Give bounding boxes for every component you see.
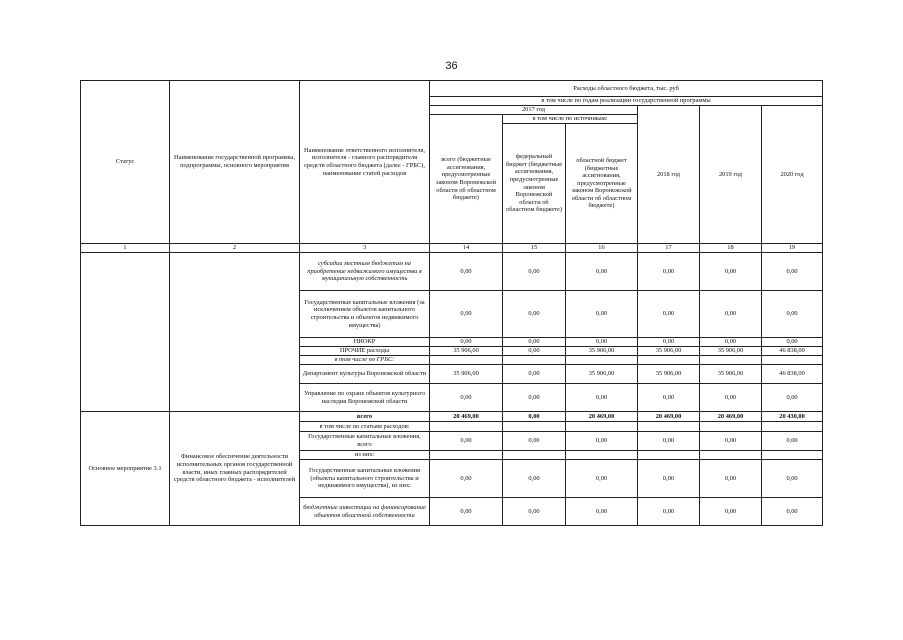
value-cell: 0,00: [700, 460, 762, 498]
col-number: 14: [430, 244, 503, 253]
value-cell: [638, 356, 700, 365]
value-cell: [430, 356, 503, 365]
value-cell: 35 906,00: [430, 365, 503, 384]
header-federal-col: федеральный бюджет (бюджетные ассигнования, предусмотренные законом Воронежской области об областном бюджете): [503, 124, 566, 244]
value-cell: 0,00: [503, 412, 566, 422]
value-cell: 0,00: [503, 384, 566, 412]
value-cell: [503, 356, 566, 365]
expense-item-name: НИОКР: [300, 338, 430, 347]
header-status: Статус: [81, 81, 170, 244]
value-cell: 35 906,00: [430, 347, 503, 356]
value-cell: [566, 451, 638, 460]
expense-item-name: Департамент культуры Воронежской области: [300, 365, 430, 384]
expense-item-name: Государственные капитальные вложения (объекты капитального строительства и недвижимого имущества), из них:: [300, 460, 430, 498]
value-cell: 0,00: [430, 498, 503, 526]
header-year-2018: 2018 год: [638, 106, 700, 244]
value-cell: 20 469,00: [566, 412, 638, 422]
value-cell: [638, 422, 700, 432]
value-cell: 0,00: [430, 460, 503, 498]
col-number: 15: [503, 244, 566, 253]
header-executor-name: Наименование ответственного исполнителя, исполнителя - главного распорядителя средств областного бюджета (далее - ГРБС), наименование статей расходов: [300, 81, 430, 244]
main-event-status: Основное мероприятие 3.1: [81, 412, 170, 526]
value-cell: 0,00: [638, 338, 700, 347]
value-cell: 0,00: [762, 432, 823, 451]
value-cell: [700, 451, 762, 460]
value-cell: 0,00: [566, 498, 638, 526]
expense-item-name: бюджетные инвестиции на финансирование объектов областной собственности: [300, 498, 430, 526]
value-cell: 0,00: [503, 460, 566, 498]
expense-item-name: субсидии местным бюджетам на приобретение недвижимого имущества в муниципальную собственность: [300, 253, 430, 291]
value-cell: 0,00: [566, 338, 638, 347]
col-number: 2: [170, 244, 300, 253]
value-cell: 0,00: [503, 291, 566, 338]
value-cell: 0,00: [430, 384, 503, 412]
value-cell: 0,00: [700, 498, 762, 526]
value-cell: 0,00: [430, 291, 503, 338]
value-cell: [762, 451, 823, 460]
value-cell: 0,00: [700, 432, 762, 451]
value-cell: 20 430,00: [762, 412, 823, 422]
header-by-sources: в том числе по источникам:: [503, 115, 638, 124]
value-cell: 0,00: [503, 338, 566, 347]
header-by-years: в том числе по годам реализации государственной программы: [430, 97, 823, 106]
value-cell: 0,00: [762, 253, 823, 291]
value-cell: 0,00: [638, 384, 700, 412]
value-cell: 0,00: [430, 253, 503, 291]
value-cell: [566, 356, 638, 365]
value-cell: 0,00: [566, 460, 638, 498]
value-cell: 35 906,00: [700, 365, 762, 384]
value-cell: [700, 356, 762, 365]
value-cell: 0,00: [700, 384, 762, 412]
value-cell: 0,00: [638, 432, 700, 451]
value-cell: 0,00: [503, 498, 566, 526]
col-number: 16: [566, 244, 638, 253]
header-total-col: всего (бюджетные ассигнования, предусмотренные законом Воронежской области об областном бюджете): [430, 115, 503, 244]
value-cell: [503, 422, 566, 432]
value-cell: 0,00: [503, 365, 566, 384]
value-cell: 0,00: [762, 338, 823, 347]
value-cell: 0,00: [430, 338, 503, 347]
value-cell: 0,00: [566, 253, 638, 291]
main-event-program: Финансовое обеспечение деятельности исполнительных органов государственной власти, иных главных распорядителей средств областного бюджета - исполнителей: [170, 412, 300, 526]
value-cell: [566, 422, 638, 432]
value-cell: 0,00: [638, 498, 700, 526]
value-cell: 0,00: [503, 432, 566, 451]
col-number: 17: [638, 244, 700, 253]
expense-item-name: всего: [300, 412, 430, 422]
value-cell: [762, 356, 823, 365]
header-regional-col: областной бюджет (бюджетные ассигнования, предусмотренные законом Воронежской области об областном бюджете): [566, 124, 638, 244]
value-cell: 35 906,00: [700, 347, 762, 356]
value-cell: 46 838,00: [762, 347, 823, 356]
value-cell: 0,00: [762, 291, 823, 338]
value-cell: [503, 451, 566, 460]
expense-item-name: в том числе по ГРБС:: [300, 356, 430, 365]
value-cell: 0,00: [503, 253, 566, 291]
value-cell: 0,00: [700, 338, 762, 347]
value-cell: 0,00: [503, 347, 566, 356]
value-cell: 20 469,00: [700, 412, 762, 422]
budget-table: [80, 80, 823, 526]
program-cell-empty: [170, 253, 300, 412]
col-number: 18: [700, 244, 762, 253]
value-cell: 35 906,00: [638, 365, 700, 384]
value-cell: 20 469,00: [430, 412, 503, 422]
page-number: 36: [445, 60, 458, 72]
value-cell: 20 469,00: [638, 412, 700, 422]
header-program-name: Наименование государственной программы, подпрограммы, основного мероприятия: [170, 81, 300, 244]
expense-item-name: из них:: [300, 451, 430, 460]
value-cell: [430, 422, 503, 432]
value-cell: 35 906,00: [638, 347, 700, 356]
value-cell: [638, 451, 700, 460]
value-cell: [762, 422, 823, 432]
value-cell: 0,00: [638, 460, 700, 498]
value-cell: 0,00: [762, 498, 823, 526]
value-cell: 0,00: [638, 291, 700, 338]
value-cell: 0,00: [566, 291, 638, 338]
value-cell: 0,00: [566, 432, 638, 451]
value-cell: 0,00: [566, 384, 638, 412]
value-cell: [430, 451, 503, 460]
col-number: 3: [300, 244, 430, 253]
expense-item-name: ПРОЧИЕ расходы: [300, 347, 430, 356]
col-number: 19: [762, 244, 823, 253]
header-year-2020: 2020 год: [762, 106, 823, 244]
value-cell: 35 906,00: [566, 365, 638, 384]
expense-item-name: в том числе по статьям расходов:: [300, 422, 430, 432]
expense-item-name: Управление по охране объектов культурного наследия Воронежской области: [300, 384, 430, 412]
value-cell: [700, 422, 762, 432]
value-cell: 35 906,00: [566, 347, 638, 356]
header-year-2019: 2019 год: [700, 106, 762, 244]
col-number: 1: [81, 244, 170, 253]
expense-item-name: Государственные капитальные вложения (за исключением объектов капитального строительства и объектов недвижимого имущества): [300, 291, 430, 338]
header-year-2017: 2017 год: [430, 106, 638, 115]
value-cell: 46 838,00: [762, 365, 823, 384]
value-cell: 0,00: [762, 384, 823, 412]
value-cell: 0,00: [700, 291, 762, 338]
header-expenses-title: Расходы областного бюджета, тыс. руб: [430, 81, 823, 97]
value-cell: 0,00: [762, 460, 823, 498]
status-cell-empty: [81, 253, 170, 412]
expense-item-name: Государственные капитальные вложения, всего: [300, 432, 430, 451]
value-cell: 0,00: [430, 432, 503, 451]
value-cell: 0,00: [638, 253, 700, 291]
value-cell: 0,00: [700, 253, 762, 291]
